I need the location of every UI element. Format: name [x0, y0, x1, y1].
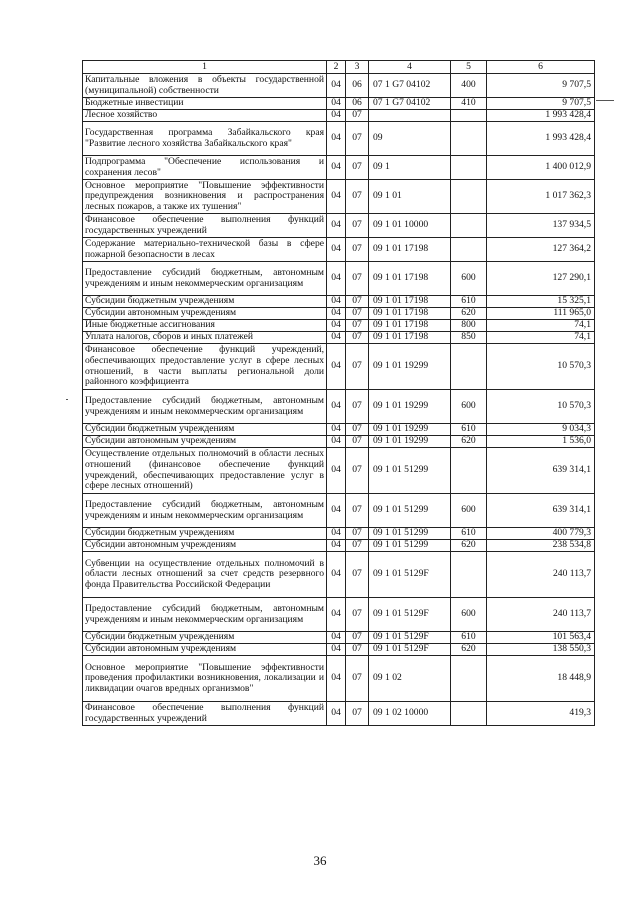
- row-subsection-cell: 07: [346, 332, 369, 344]
- table-row: [83, 262, 595, 296]
- row-expense-type-cell: [451, 180, 487, 214]
- table-row: [83, 344, 595, 390]
- row-target-article-cell: [369, 110, 451, 122]
- row-name-cell: Субсидии бюджетным учреждениям: [83, 632, 327, 644]
- row-target-article-cell: 09 1 01 17198: [369, 308, 451, 320]
- row-subsection-cell: 07: [346, 344, 369, 390]
- row-section-cell: 04: [327, 122, 346, 156]
- table-row: [83, 644, 595, 656]
- row-amount-cell: 74,1: [487, 320, 595, 332]
- row-subsection-cell: 07: [346, 540, 369, 552]
- row-amount-cell: 10 570,3: [487, 344, 595, 390]
- row-amount-cell: 1 536,0: [487, 436, 595, 448]
- row-target-article-cell: 09 1 01 19299: [369, 344, 451, 390]
- row-expense-type-cell: 610: [451, 424, 487, 436]
- row-amount-cell: 9 707,5: [487, 98, 595, 110]
- row-expense-type-cell: 600: [451, 262, 487, 296]
- table-row: [83, 528, 595, 540]
- row-target-article-cell: 09 1 01 51299: [369, 528, 451, 540]
- row-expense-type-cell: 620: [451, 436, 487, 448]
- row-amount-cell: 238 534,8: [487, 540, 595, 552]
- row-section-cell: 04: [327, 424, 346, 436]
- row-subsection-cell: 07: [346, 320, 369, 332]
- row-expense-type-cell: [451, 702, 487, 726]
- row-expense-type-cell: [451, 156, 487, 180]
- table-row: [83, 656, 595, 702]
- table-row: [83, 180, 595, 214]
- row-expense-type-cell: 600: [451, 494, 487, 528]
- row-subsection-cell: 07: [346, 644, 369, 656]
- row-section-cell: 04: [327, 344, 346, 390]
- row-subsection-cell: 07: [346, 390, 369, 424]
- header-col-3: 3: [346, 61, 369, 74]
- row-amount-cell: 74,1: [487, 332, 595, 344]
- row-subsection-cell: 07: [346, 214, 369, 238]
- row-section-cell: 04: [327, 598, 346, 632]
- row-subsection-cell: 07: [346, 180, 369, 214]
- row-subsection-cell: 07: [346, 238, 369, 262]
- row-amount-cell: 639 314,1: [487, 448, 595, 494]
- row-name-cell: Субсидии автономным учреждениям: [83, 644, 327, 656]
- row-section-cell: 04: [327, 262, 346, 296]
- row-target-article-cell: 09 1 02 10000: [369, 702, 451, 726]
- row-subsection-cell: 07: [346, 632, 369, 644]
- row-amount-cell: 9 707,5: [487, 74, 595, 98]
- table-row: [83, 156, 595, 180]
- row-target-article-cell: 09 1 01 10000: [369, 214, 451, 238]
- row-amount-cell: 639 314,1: [487, 494, 595, 528]
- table-header-row: [83, 61, 595, 74]
- row-name-cell: Лесное хозяйство: [83, 110, 327, 122]
- row-subsection-cell: 07: [346, 122, 369, 156]
- table-row: [83, 598, 595, 632]
- row-amount-cell: 1 017 362,3: [487, 180, 595, 214]
- table-row: [83, 494, 595, 528]
- row-amount-cell: 137 934,5: [487, 214, 595, 238]
- row-name-cell: Основное мероприятие "Повышение эффективности проведения профилактики возникновения, локализации и ликвидации очагов вредных организмов": [83, 656, 327, 702]
- row-name-cell: Субсидии бюджетным учреждениям: [83, 296, 327, 308]
- header-col-2: 2: [327, 61, 346, 74]
- row-name-cell: Финансовое обеспечение выполнения функций государственных учреждений: [83, 214, 327, 238]
- table-row: [83, 110, 595, 122]
- margin-mark: [66, 399, 68, 400]
- row-target-article-cell: 09 1 01 17198: [369, 332, 451, 344]
- row-section-cell: 04: [327, 528, 346, 540]
- row-section-cell: 04: [327, 74, 346, 98]
- row-name-cell: Осуществление отдельных полномочий в области лесных отношений (финансовое обеспечение функций учреждений, обеспечивающих предоставление услуг в сфере лесных отношений): [83, 448, 327, 494]
- row-name-cell: Содержание материально-технической базы в сфере пожарной безопасности в лесах: [83, 238, 327, 262]
- row-expense-type-cell: 620: [451, 540, 487, 552]
- row-name-cell: Финансовое обеспечение выполнения функций государственных учреждений: [83, 702, 327, 726]
- row-name-cell: Бюджетные инвестиции: [83, 98, 327, 110]
- table-row: [83, 424, 595, 436]
- row-amount-cell: 111 965,0: [487, 308, 595, 320]
- row-section-cell: 04: [327, 180, 346, 214]
- row-target-article-cell: 09 1 01 5129F: [369, 552, 451, 598]
- header-col-4: 4: [369, 61, 451, 74]
- table-row: [83, 296, 595, 308]
- row-section-cell: 04: [327, 110, 346, 122]
- row-name-cell: Подпрограмма "Обеспечение использования и сохранения лесов": [83, 156, 327, 180]
- row-expense-type-cell: 620: [451, 308, 487, 320]
- row-name-cell: Предоставление субсидий бюджетным, автономным учреждениям и иным некоммерческим организациям: [83, 494, 327, 528]
- row-name-cell: Субсидии бюджетным учреждениям: [83, 424, 327, 436]
- row-target-article-cell: 09 1 01 17198: [369, 296, 451, 308]
- table-row: [83, 390, 595, 424]
- row-name-cell: Финансовое обеспечение функций учреждений, обеспечивающих предоставление услуг в сфере лесных отношений, в части выплаты региональной доли районного коэффициента: [83, 344, 327, 390]
- row-subsection-cell: 06: [346, 98, 369, 110]
- row-amount-cell: 1 400 012,9: [487, 156, 595, 180]
- row-amount-cell: 101 563,4: [487, 632, 595, 644]
- header-col-6: 6: [487, 61, 595, 74]
- row-name-cell: Субсидии автономным учреждениям: [83, 540, 327, 552]
- row-subsection-cell: 07: [346, 110, 369, 122]
- table-row: [83, 98, 595, 110]
- row-amount-cell: 15 325,1: [487, 296, 595, 308]
- row-amount-cell: 18 448,9: [487, 656, 595, 702]
- row-subsection-cell: 07: [346, 494, 369, 528]
- row-expense-type-cell: 620: [451, 644, 487, 656]
- row-section-cell: 04: [327, 436, 346, 448]
- row-subsection-cell: 07: [346, 156, 369, 180]
- row-target-article-cell: 09 1 02: [369, 656, 451, 702]
- row-section-cell: 04: [327, 448, 346, 494]
- row-name-cell: Основное мероприятие "Повышение эффективности предупреждения возникновения и распространения лесных пожаров, а также их тушения": [83, 180, 327, 214]
- row-target-article-cell: 09 1 01 19299: [369, 424, 451, 436]
- row-target-article-cell: 09 1 01 17198: [369, 320, 451, 332]
- row-target-article-cell: 09 1 01 5129F: [369, 598, 451, 632]
- row-expense-type-cell: 410: [451, 98, 487, 110]
- table-row: [83, 214, 595, 238]
- row-target-article-cell: 07 1 G7 04102: [369, 74, 451, 98]
- row-expense-type-cell: [451, 110, 487, 122]
- row-target-article-cell: 09 1 01 17198: [369, 238, 451, 262]
- table-row: [83, 238, 595, 262]
- row-name-cell: Капитальные вложения в объекты государственной (муниципальной) собственности: [83, 74, 327, 98]
- row-section-cell: 04: [327, 702, 346, 726]
- table-row: [83, 74, 595, 98]
- row-expense-type-cell: 600: [451, 598, 487, 632]
- row-name-cell: Предоставление субсидий бюджетным, автономным учреждениям и иным некоммерческим организациям: [83, 390, 327, 424]
- table-row: [83, 436, 595, 448]
- row-expense-type-cell: [451, 552, 487, 598]
- row-expense-type-cell: 610: [451, 296, 487, 308]
- row-amount-cell: 1 993 428,4: [487, 122, 595, 156]
- row-expense-type-cell: [451, 238, 487, 262]
- row-name-cell: Иные бюджетные ассигнования: [83, 320, 327, 332]
- row-section-cell: 04: [327, 156, 346, 180]
- row-target-article-cell: 09 1 01 51299: [369, 494, 451, 528]
- row-name-cell: Субсидии автономным учреждениям: [83, 436, 327, 448]
- row-section-cell: 04: [327, 308, 346, 320]
- row-subsection-cell: 07: [346, 448, 369, 494]
- row-target-article-cell: 09 1 01 17198: [369, 262, 451, 296]
- row-subsection-cell: 07: [346, 656, 369, 702]
- row-amount-cell: 400 779,3: [487, 528, 595, 540]
- row-name-cell: Субсидии бюджетным учреждениям: [83, 528, 327, 540]
- row-target-article-cell: 09: [369, 122, 451, 156]
- row-section-cell: 04: [327, 390, 346, 424]
- row-section-cell: 04: [327, 494, 346, 528]
- row-subsection-cell: 07: [346, 436, 369, 448]
- table-row: [83, 308, 595, 320]
- row-expense-type-cell: [451, 214, 487, 238]
- row-expense-type-cell: [451, 656, 487, 702]
- row-expense-type-cell: 610: [451, 528, 487, 540]
- row-subsection-cell: 07: [346, 262, 369, 296]
- row-target-article-cell: 09 1 01 19299: [369, 390, 451, 424]
- table-row: [83, 332, 595, 344]
- row-name-cell: Уплата налогов, сборов и иных платежей: [83, 332, 327, 344]
- row-expense-type-cell: 400: [451, 74, 487, 98]
- row-section-cell: 04: [327, 296, 346, 308]
- row-section-cell: 04: [327, 656, 346, 702]
- row-target-article-cell: 09 1 01 19299: [369, 436, 451, 448]
- header-col-5: 5: [451, 61, 487, 74]
- row-subsection-cell: 07: [346, 528, 369, 540]
- row-name-cell: Предоставление субсидий бюджетным, автономным учреждениям и иным некоммерческим организациям: [83, 598, 327, 632]
- row-section-cell: 04: [327, 238, 346, 262]
- row-section-cell: 04: [327, 332, 346, 344]
- row-expense-type-cell: 610: [451, 632, 487, 644]
- row-name-cell: Предоставление субсидий бюджетным, автономным учреждениям и иным некоммерческим организациям: [83, 262, 327, 296]
- row-name-cell: Субсидии автономным учреждениям: [83, 308, 327, 320]
- row-target-article-cell: 09 1 01 5129F: [369, 632, 451, 644]
- row-amount-cell: 419,3: [487, 702, 595, 726]
- row-section-cell: 04: [327, 540, 346, 552]
- row-amount-cell: 127 364,2: [487, 238, 595, 262]
- table-row: [83, 448, 595, 494]
- row-subsection-cell: 07: [346, 702, 369, 726]
- row-target-article-cell: 09 1 01 51299: [369, 448, 451, 494]
- row-subsection-cell: 06: [346, 74, 369, 98]
- table-row: [83, 122, 595, 156]
- row-subsection-cell: 07: [346, 424, 369, 436]
- row-target-article-cell: 09 1: [369, 156, 451, 180]
- row-name-cell: Государственная программа Забайкальского края "Развитие лесного хозяйства Забайкальского края": [83, 122, 327, 156]
- row-amount-cell: 240 113,7: [487, 552, 595, 598]
- row-expense-type-cell: [451, 122, 487, 156]
- budget-table-sheet: [82, 60, 594, 726]
- row-target-article-cell: 09 1 01 5129F: [369, 644, 451, 656]
- row-target-article-cell: 09 1 01 51299: [369, 540, 451, 552]
- row-amount-cell: 9 034,3: [487, 424, 595, 436]
- row-target-article-cell: 07 1 G7 04102: [369, 98, 451, 110]
- header-col-1: 1: [83, 61, 327, 74]
- row-target-article-cell: 09 1 01: [369, 180, 451, 214]
- table-row: [83, 320, 595, 332]
- row-amount-cell: 10 570,3: [487, 390, 595, 424]
- table-row: [83, 552, 595, 598]
- row-section-cell: 04: [327, 644, 346, 656]
- table-row: [83, 632, 595, 644]
- row-amount-cell: 138 550,3: [487, 644, 595, 656]
- margin-mark: [596, 100, 614, 101]
- row-subsection-cell: 07: [346, 552, 369, 598]
- row-name-cell: Субвенции на осуществление отдельных полномочий в области лесных отношений за счет средств резервного фонда Правительства Российской Федерации: [83, 552, 327, 598]
- row-expense-type-cell: [451, 344, 487, 390]
- row-section-cell: 04: [327, 98, 346, 110]
- row-subsection-cell: 07: [346, 296, 369, 308]
- row-subsection-cell: 07: [346, 308, 369, 320]
- row-expense-type-cell: 850: [451, 332, 487, 344]
- row-expense-type-cell: 600: [451, 390, 487, 424]
- row-section-cell: 04: [327, 632, 346, 644]
- row-expense-type-cell: 800: [451, 320, 487, 332]
- budget-table: [82, 60, 595, 726]
- table-row: [83, 540, 595, 552]
- row-section-cell: 04: [327, 320, 346, 332]
- row-section-cell: 04: [327, 552, 346, 598]
- row-amount-cell: 240 113,7: [487, 598, 595, 632]
- table-row: [83, 702, 595, 726]
- row-expense-type-cell: [451, 448, 487, 494]
- row-section-cell: 04: [327, 214, 346, 238]
- row-subsection-cell: 07: [346, 598, 369, 632]
- row-amount-cell: 1 993 428,4: [487, 110, 595, 122]
- row-amount-cell: 127 290,1: [487, 262, 595, 296]
- page-number: 36: [313, 853, 327, 868]
